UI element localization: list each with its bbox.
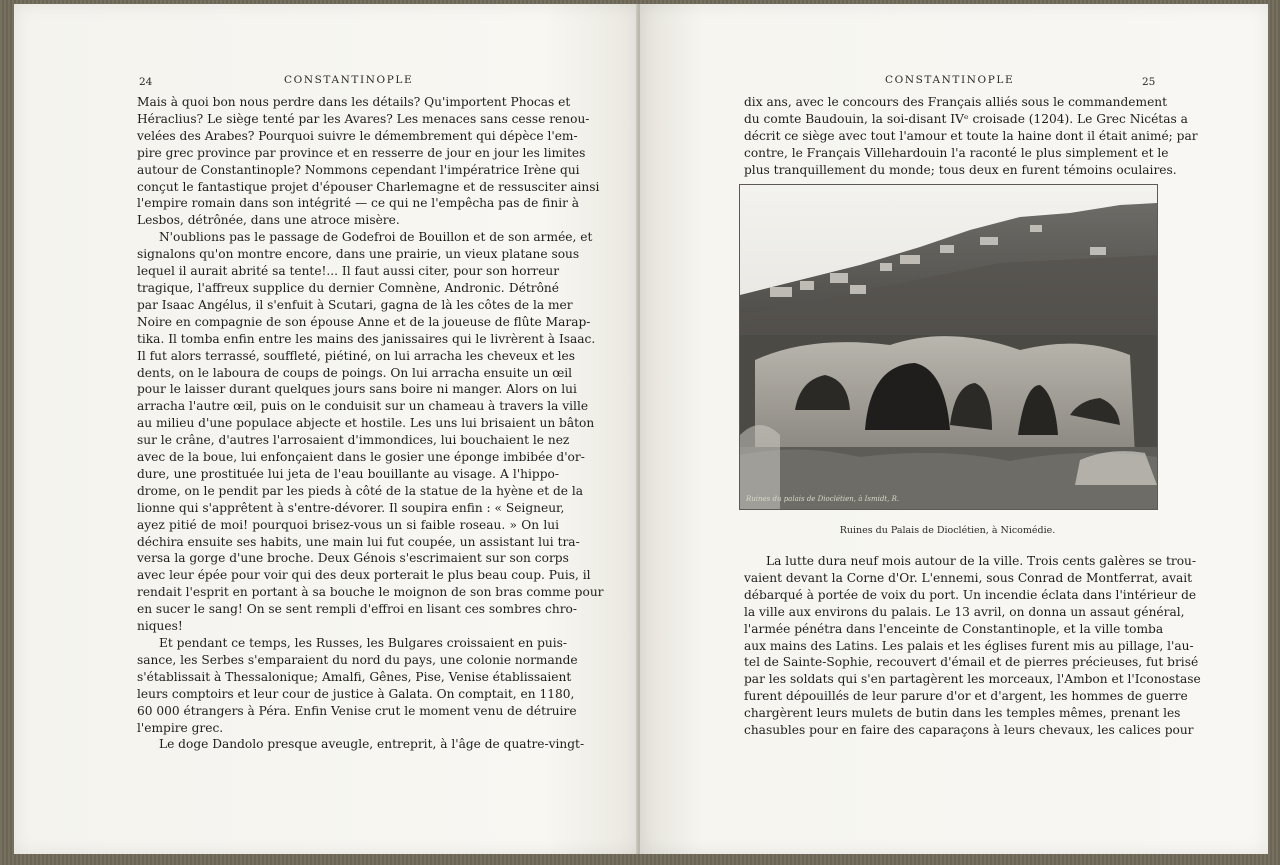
text-line: rendait l'esprit en portant à sa bouche le moignon de son bras comme pour [137,585,604,600]
text-line: 60 000 étrangers à Péra. Enfin Venise crut le moment venu de détruire [137,703,577,718]
paragraph [137,229,604,635]
text-line: avec leur épée pour voir qui des deux porterait le plus beau coup. Puis, il [137,568,591,583]
text-line: l'empire grec. [137,720,224,735]
paragraph [137,736,585,753]
text-line: sance, les Serbes s'emparaient du nord du pays, une colonie normande [137,652,578,667]
right-top-text [744,94,1198,179]
right-page [640,4,1268,854]
page-number-left: 24 [139,76,153,88]
text-line: avec de la boue, lui enfonçaient dans le gosier une éponge imbibée d'or- [137,450,585,465]
text-line: débarqué à portée de voix du port. Un incendie éclata dans l'intérieur de [744,587,1197,602]
right-bottom-text [744,553,1201,739]
text-line: la ville aux environs du palais. Le 13 avril, on donna un assaut général, [744,604,1185,619]
text-line: contre, le Français Villehardouin l'a raconté le plus simplement et le [744,145,1169,160]
ruins-photograph [739,184,1158,510]
text-line: dix ans, avec le concours des Français alliés sous le commandement [744,95,1168,109]
text-line: versa la gorge d'une broche. Deux Génois s'escrimaient sur son corps [137,551,569,566]
text-line: Héraclius? Le siège tenté par les Avares? Les menaces sans cesse renou- [137,111,590,126]
text-line: arracha l'autre œil, puis on le conduisit sur un chameau à travers la ville [137,399,589,414]
photo-caption: Ruines du Palais de Dioclétien, à Nicomédie. [839,525,1056,536]
text-line: velées des Arabes? Pourquoi suivre le démembrement qui dépèce l'em- [137,128,578,143]
photo-inscription: Ruines du palais de Dioclétien, à Ismidt, R. [746,495,900,503]
text-line: niques! [137,619,183,634]
text-line: Lesbos, détrônée, dans une atroce misère. [137,213,400,228]
ruins-photo-image [740,185,1157,509]
text-line: déchira ensuite ses habits, une main lui fut coupée, un assistant lui tra- [137,534,580,549]
page-number-right: 25 [1142,76,1156,88]
text-line: leurs comptoirs et leur cour de justice à Galata. On comptait, en 1180, [137,686,575,701]
left-body-text [137,94,604,753]
text-line: lionne qui s'apprêtent à s'entre-dévorer. Il soupira enfin : « Seigneur, [137,500,565,515]
paragraph [137,635,578,736]
text-line: pour le laisser durant quelques jours sans boire ni manger. Alors on lui [137,382,577,397]
text-line: chasubles pour en faire des caparaçons à leurs chevaux, les calices pour [744,723,1194,738]
text-line: l'empire romain dans son intégrité — ce qui ne l'empêcha pas de finir à [137,196,580,211]
text-line: décrit ce siège avec tout l'amour et toute la haine dont il était animé; par [744,128,1198,143]
text-line: aux mains des Latins. Les palais et les églises furent mis au pillage, l'au- [744,638,1194,653]
text-line: chargèrent leurs mulets de butin dans les temples mêmes, prenant les [744,706,1181,721]
text-line: Mais à quoi bon nous perdre dans les détails? Qu'importent Phocas et [137,95,571,109]
text-line: signalons qu'on montre encore, dans une prairie, un vieux platane sous [137,247,580,262]
left-page [14,4,639,854]
text-line: furent dépouillés de leur parure d'or et d'argent, les hommes de guerre [744,689,1188,704]
text-line: autour de Constantinople? Nommons cependant l'impératrice Irène qui [137,162,580,177]
text-line: conçut le fantastique projet d'épouser Charlemagne et de ressusciter ainsi [137,179,600,194]
text-line: tragique, l'affreux supplice du dernier Comnène, Andronic. Détrôné [137,280,559,295]
text-line: tel de Sainte-Sophie, recouvert d'émail et de pierres précieuses, fut brisé [744,655,1199,670]
text-line: dure, une prostituée lui jeta de l'eau bouillante au visage. A l'hippo- [137,466,559,481]
text-line: Il fut alors terrassé, souffleté, piétiné, on lui arracha les cheveux et les [137,348,576,363]
text-line: dents, on le laboura de coups de poings. On lui arracha ensuite un œil [137,365,573,380]
text-line: tika. Il tomba enfin entre les mains des janissaires qui le livrèrent à Isaac. [137,331,596,346]
text-line: vaient devant la Corne d'Or. L'ennemi, sous Conrad de Montferrat, avait [744,570,1193,585]
text-line: par les soldats qui s'en partagèrent les morceaux, l'Ambon et l'Iconostase [744,672,1201,687]
text-line: La lutte dura neuf mois autour de la ville. Trois cents galères se trou- [766,554,1197,568]
text-line: ayez pitié de moi! pourquoi brisez-vous un si faible roseau. » On lui [137,517,559,532]
running-head-left: CONSTANTINOPLE [284,74,414,86]
text-line: sur le crâne, d'autres l'arrosaient d'immondices, lui bouchaient le nez [137,433,570,448]
text-line: pire grec province par province et en resserre de jour en jour les limites [137,145,586,160]
text-line: Noire en compagnie de son épouse Anne et de la joueuse de flûte Marap- [137,314,591,329]
text-line: Et pendant ce temps, les Russes, les Bulgares croissaient en puis- [159,636,568,650]
text-line: plus tranquillement du monde; tous deux en furent témoins oculaires. [744,162,1177,177]
text-line: du comte Baudouin, la soi-disant IVᵉ croisade (1204). Le Grec Nicétas a [744,111,1188,126]
running-head-right: CONSTANTINOPLE [885,74,1015,86]
text-line: drome, on le pendit par les pieds à côté de la statue de la hyène et de la [137,483,584,498]
text-line: s'établissait à Thessalonique; Amalfi, Gênes, Pise, Venise établissaient [137,669,572,684]
paragraph [744,94,1198,179]
text-line: au milieu d'une populace abjecte et hostile. Les uns lui brisaient un bâton [137,416,595,431]
text-line: en sucer le sang! On se sent rempli d'effroi en lisant ces sombres chro- [137,602,577,617]
text-line: par Isaac Angélus, il s'enfuit à Scutari, gagna de là les côtes de la mer [137,297,573,312]
paragraph [137,94,600,229]
text-line: Le doge Dandolo presque aveugle, entreprit, à l'âge de quatre-vingt- [159,737,585,752]
text-line: lequel il aurait abrité sa tente!... Il faut aussi citer, pour son horreur [137,264,560,279]
text-line: N'oublions pas le passage de Godefroi de Bouillon et de son armée, et [159,230,593,245]
paragraph [744,553,1201,739]
text-line: l'armée pénétra dans l'enceinte de Constantinople, et la ville tomba [744,621,1164,636]
